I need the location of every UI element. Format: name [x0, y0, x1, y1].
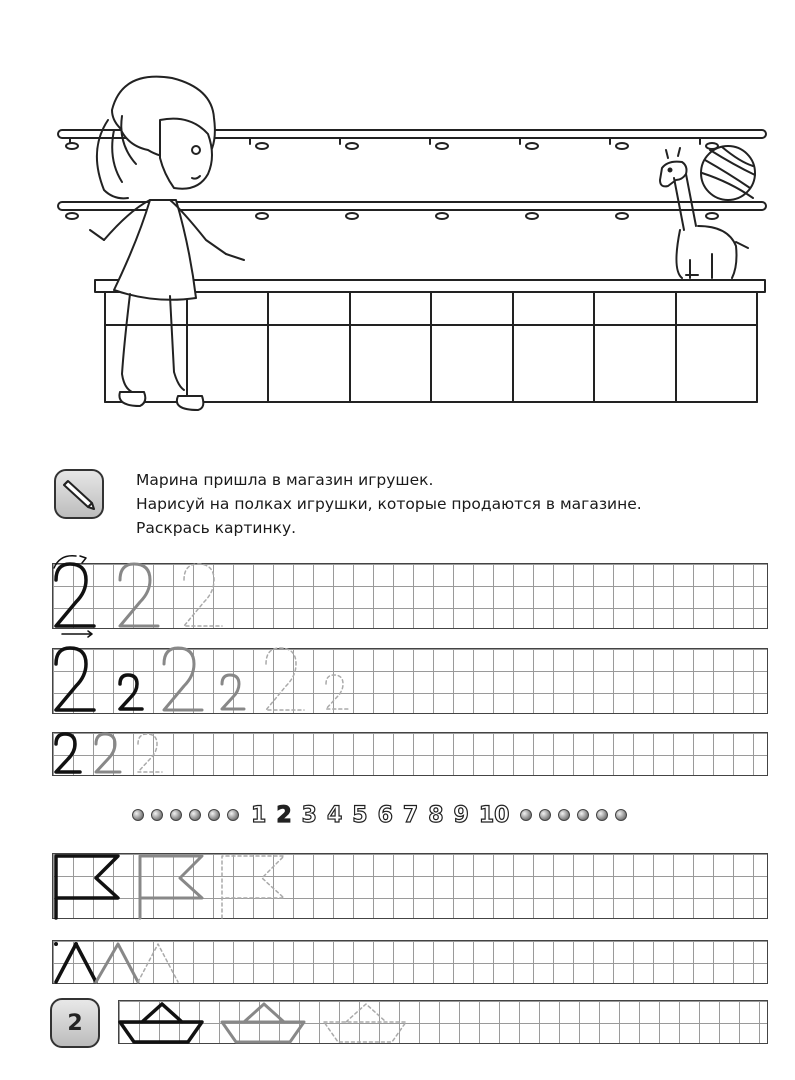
number-line [132, 797, 692, 833]
task-line-2: Нарисуй на полках игрушки, которые продаются в магазине. [136, 495, 642, 513]
number-10: 10 [478, 802, 510, 828]
number-9: 9 [453, 802, 469, 828]
number-line-dot [596, 809, 608, 821]
number-line-dot [132, 809, 144, 821]
number-2-highlighted: 2 [276, 802, 292, 828]
number-7: 7 [402, 802, 419, 828]
number-4: 4 [326, 802, 343, 828]
digit-2-small-row [56, 734, 162, 772]
page-number-badge: 2 [50, 998, 100, 1048]
digit-2-mixed-row [56, 648, 348, 710]
number-6: 6 [377, 802, 393, 828]
number-line-dot [558, 809, 570, 821]
number-line-dot [170, 809, 182, 821]
number-line-dot [227, 809, 239, 821]
number-line-dot [520, 809, 532, 821]
number-1: 1 [251, 802, 267, 828]
number-line-dot [189, 809, 201, 821]
number-5: 5 [352, 802, 368, 828]
digit-2-large-row [54, 556, 222, 637]
zigzag-tracing-row [54, 942, 178, 982]
boat-tracing-row [120, 1004, 406, 1042]
number-8: 8 [428, 802, 444, 828]
number-3: 3 [301, 802, 317, 828]
number-line-dot [151, 809, 163, 821]
task-line-1: Марина пришла в магазин игрушек. [136, 471, 434, 489]
number-line-dot [615, 809, 627, 821]
flag-tracing-row [56, 856, 284, 918]
number-line-dot [208, 809, 220, 821]
task-line-3: Раскрась картинку. [136, 519, 297, 537]
number-line-dot [539, 809, 551, 821]
number-line-dot [577, 809, 589, 821]
